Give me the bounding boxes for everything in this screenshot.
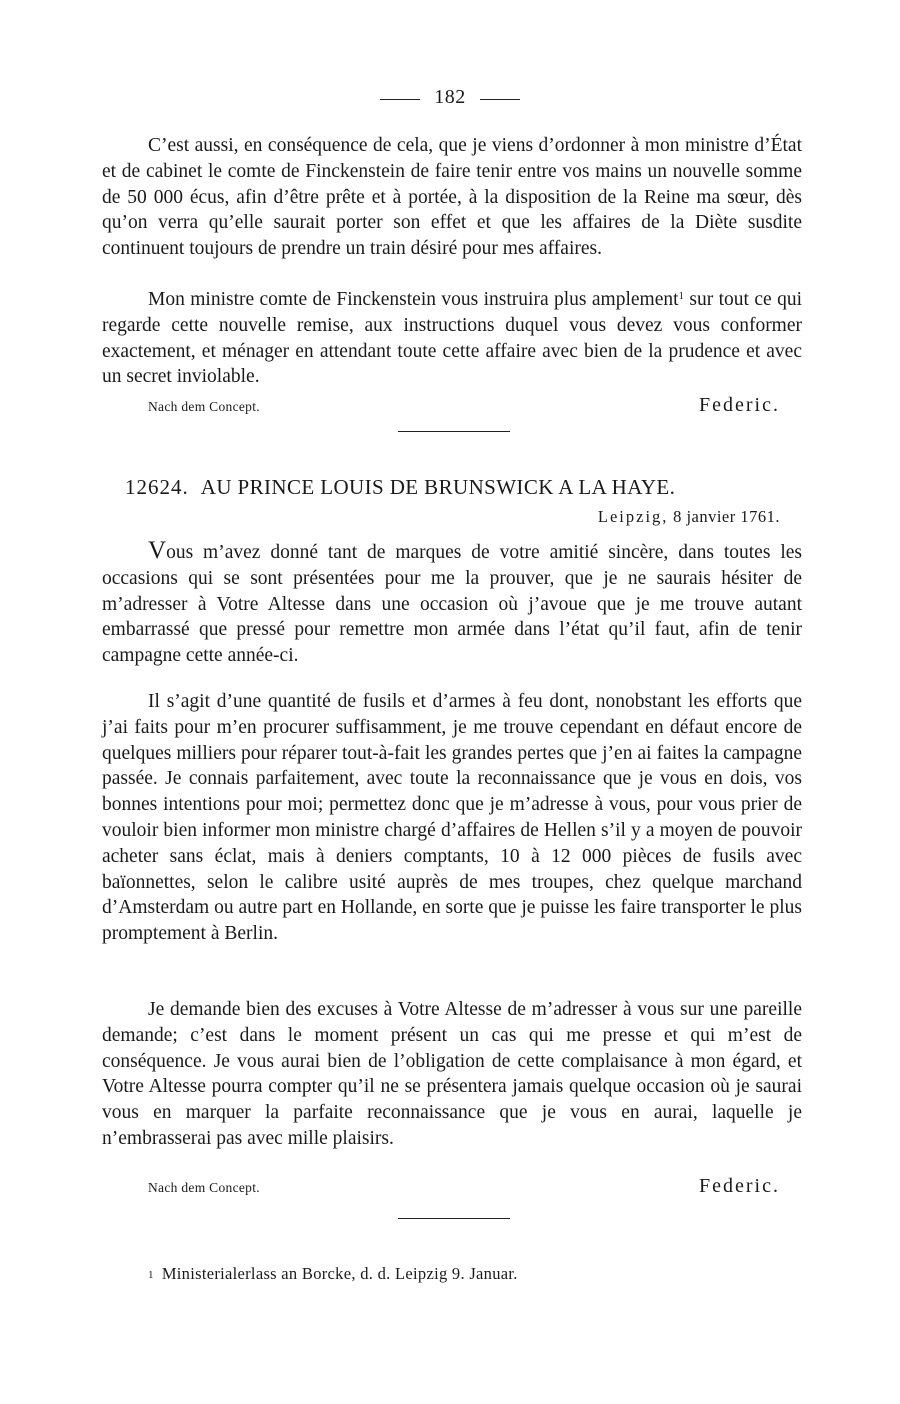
footnote: [148, 1264, 788, 1284]
footnote-mark: 1: [148, 1269, 154, 1281]
source-note: Nach dem Concept.: [148, 1180, 260, 1195]
letter-recipient: AU PRINCE LOUIS DE BRUNSWICK A LA HAYE.: [200, 475, 676, 499]
footnote-reference: 1: [678, 290, 685, 302]
paragraph-body: ous m’avez donné tant de marques de votre amitié sincère, dans toutes les occasions qui se sont présentées pour me la prouver, que je ne saurais hésiter de m’adresser à Votre Altesse dans une occasion où j’avoue que je me trouve autant embarrassé que pressé pour remettre mon armée dans l’état qu’il faut, afin de tenir campagne cette année-ci.: [102, 542, 802, 667]
letter-dateline: [400, 507, 780, 527]
initial-letter: V: [148, 537, 167, 564]
footnote-text: Ministerialerlass an Borcke, d. d. Leipzig 9. Januar.: [161, 1264, 518, 1283]
paragraph-text-before-ref: Mon ministre comte de Finckenstein vous instruira plus amplement: [148, 289, 679, 310]
letter-paragraph-2: [102, 689, 802, 947]
header-rule-right: [480, 99, 520, 100]
letter-place: Leipzig,: [597, 507, 669, 526]
paragraph-text: C’est aussi, en conséquence de cela, que je viens d’ordonner à mon ministre d’État et de cabinet le comte de Finckenstein de faire tenir entre vos mains un nouvelle somme de 50 000 écus, afin d’être prête et à portée, à la disposition de la Reine ma sœur, dès qu’on verra qu’elle saurait porter son effet et que les affaires de la Diète susdite continuent toujours de prendre un train désiré pour mes affaires.: [102, 135, 802, 260]
signature-row-2: [148, 1175, 780, 1198]
paragraph-text: [102, 538, 802, 669]
signature: Federic.: [699, 394, 780, 416]
page-number: 182: [434, 86, 466, 108]
page-header: [0, 86, 900, 109]
continuation-paragraph-1: [102, 133, 802, 262]
letter-paragraph-1: [102, 538, 802, 669]
footnote-divider: [398, 1218, 510, 1219]
letter-paragraph-3: [102, 997, 802, 1152]
header-rule-left: [380, 99, 420, 100]
letter-date: 8 janvier 1761.: [673, 507, 780, 526]
signature-row-1: [148, 394, 780, 417]
signature: Federic.: [699, 1175, 780, 1197]
source-note: Nach dem Concept.: [148, 399, 260, 414]
paragraph-text: Il s’agit d’une quantité de fusils et d’armes à feu dont, nonobstant les efforts que j’ai faits pour m’en procurer suffisamment, je me trouve cependant en défaut encore de quelques milliers pour réparer tout-à-fait les grandes pertes que j’en ai faites la campagne passée. Je connais parfaitement, avec toute la reconnaissance que je vous en dois, vos bonnes intentions pour moi; permettez donc que je m’adresse à vous, pour vous prier de vouloir bien informer mon ministre chargé d’affaires de Hellen s’il y a moyen de pouvoir acheter sans éclat, mais à deniers comptants, 10 à 12 000 pièces de fusils avec baïonnettes, selon le calibre usité auprès de mes troupes, chez quelque marchand d’Amsterdam ou autre part en Hollande, en sorte que je puisse les faire transporter le plus promptement à Berlin.: [102, 691, 802, 945]
paragraph-text: Je demande bien des excuses à Votre Altesse de m’adresser à vous sur une pareille demande; c’est dans le moment présent un cas qui me presse et qui m’est de conséquence. Je vous aurai bien de l’obligation de cette complaisance à mon égard, et Votre Altesse pourra compter qu’il ne se présentera jamais quelque occasion où je saurai vous en marquer la parfaite reconnaissance que je vous en aurai, laquelle je n’embrasserai pas avec mille plaisirs.: [102, 999, 802, 1149]
paragraph-text: [102, 287, 802, 390]
letter-number: 12624.: [125, 475, 189, 499]
letter-heading: [125, 475, 780, 500]
continuation-paragraph-2: [102, 287, 802, 390]
section-divider: [398, 431, 510, 432]
paragraph-text-after-ref: sur tout ce qui regarde cette nouvelle remise, aux instructions duquel vous devez vous conformer exactement, et ménager en attendant toute cette affaire avec bien de la prudence et avec un secret inviolable.: [102, 289, 802, 388]
